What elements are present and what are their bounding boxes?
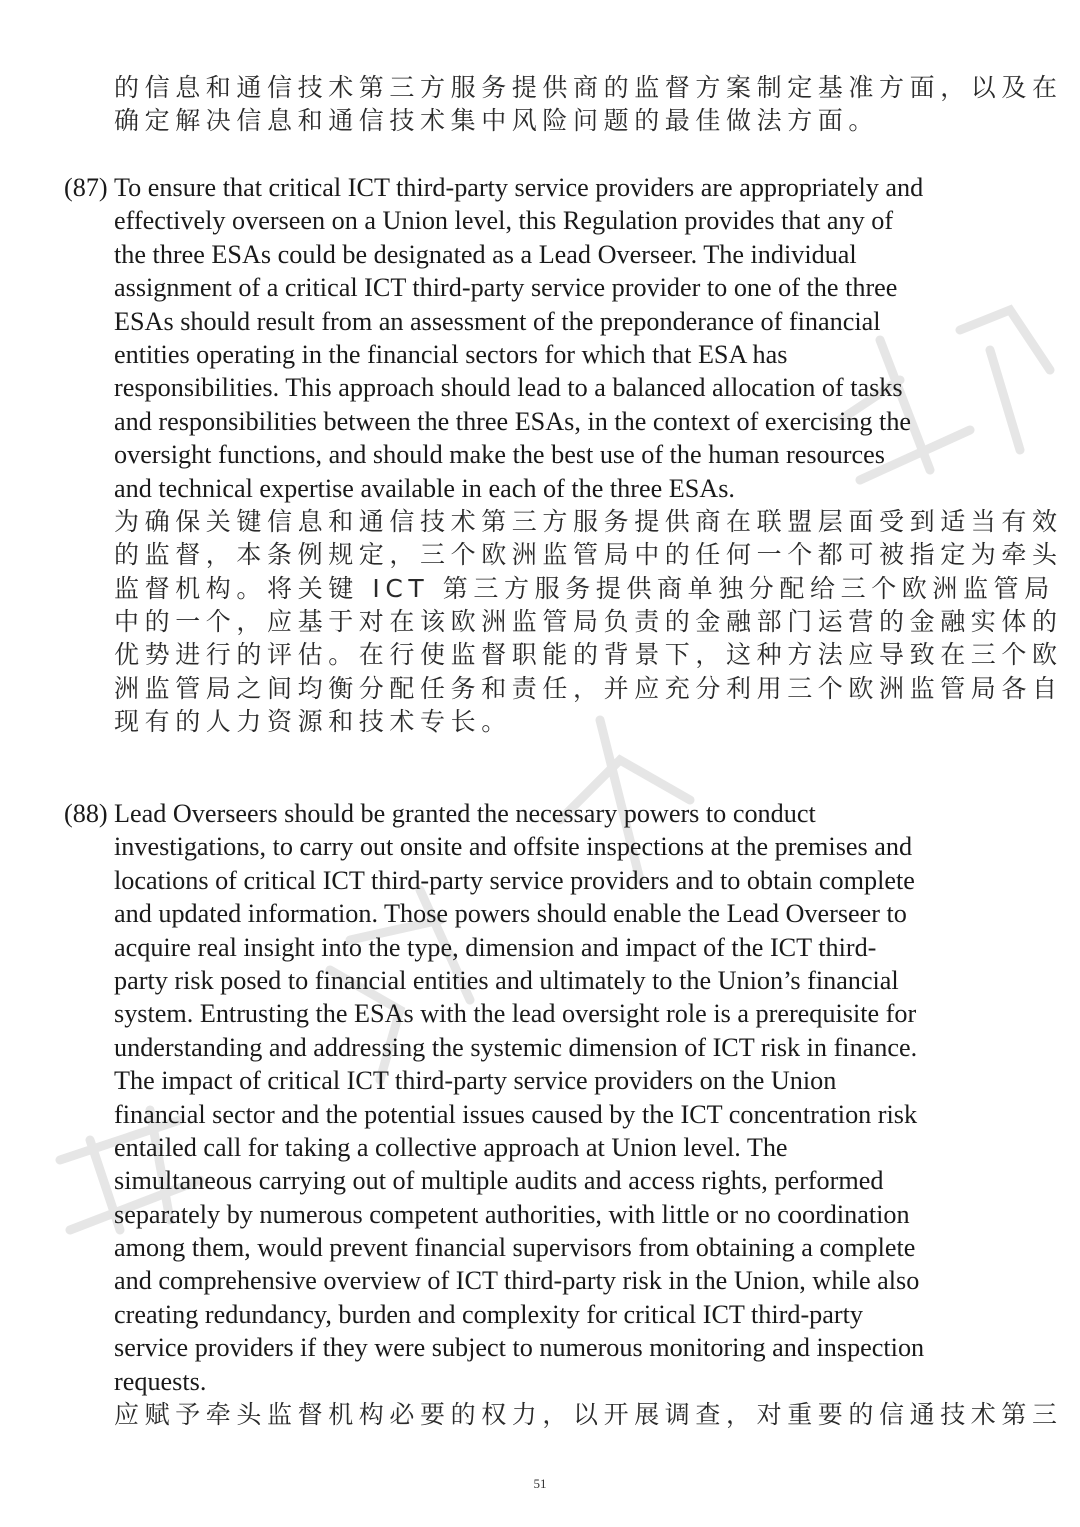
zh-line: 现有的人力资源和技术专长。 xyxy=(114,707,512,737)
en-line: separately by numerous competent authorities, with little or no coordination xyxy=(114,1199,910,1229)
en-line: among them, would prevent financial supervisors from obtaining a complete xyxy=(114,1233,916,1263)
intro-zh-line: 的信息和通信技术第三方服务提供商的监督方案制定基准方面，以及在 xyxy=(114,73,1063,102)
paragraph-number: (88) xyxy=(64,799,108,828)
en-line: entities operating in the financial sectors for which that ESA has xyxy=(114,339,788,369)
zh-line: 洲监管局之间均衡分配任务和责任，并应充分利用三个欧洲监管局各自 xyxy=(114,673,1063,703)
en-line: ESAs should result from an assessment of the preponderance of financial xyxy=(114,306,881,336)
zh-line: 的监督，本条例规定，三个欧洲监管局中的任何一个都可被指定为牵头 xyxy=(114,540,1063,570)
en-line: assignment of a critical ICT third-party service provider to one of the three xyxy=(114,273,898,303)
en-line: entailed call for taking a collective approach at Union level. The xyxy=(114,1132,788,1162)
intro-zh-block xyxy=(0,71,1080,138)
intro-zh-line: 确定解决信息和通信技术集中风险问题的最佳做法方面。 xyxy=(114,106,880,136)
zh-line: 为确保关键信息和通信技术第三方服务提供商在联盟层面受到适当有效 xyxy=(114,506,1063,536)
zh-line: 应赋予牵头监督机构必要的权力，以开展调查，对重要的信通技术第三 xyxy=(114,1400,1063,1430)
en-line: To ensure that critical ICT third-party service providers are appropriately and xyxy=(114,173,924,202)
zh-line: 优势进行的评估。在行使监督职能的背景下，这种方法应导致在三个欧 xyxy=(114,640,1063,670)
zh-line: 监督机构。将关键 ICT 第三方服务提供商单独分配给三个欧洲监管局 xyxy=(114,573,1055,603)
en-line: the three ESAs could be designated as a Lead Overseer. The individual xyxy=(114,239,857,269)
en-line: requests. xyxy=(114,1366,207,1396)
zh-line: 中的一个，应基于对在该欧洲监管局负责的金融部门运营的金融实体的 xyxy=(114,607,1063,637)
en-line: locations of critical ICT third-party service providers and to obtain complete xyxy=(114,865,915,895)
en-line: party risk posed to financial entities and ultimately to the Union’s financial xyxy=(114,965,899,995)
en-line: and technical expertise available in each of the three ESAs. xyxy=(114,473,735,503)
en-line: system. Entrusting the ESAs with the lead oversight role is a prerequisite for xyxy=(114,999,917,1029)
en-line: creating redundancy, burden and complexity for critical ICT third-party xyxy=(114,1299,863,1329)
en-line: investigations, to carry out onsite and offsite inspections at the premises and xyxy=(114,832,913,862)
en-line: and comprehensive overview of ICT third-party risk in the Union, while also xyxy=(114,1266,920,1296)
en-line: simultaneous carrying out of multiple audits and access rights, performed xyxy=(114,1166,884,1196)
page-number: 51 xyxy=(533,1476,547,1491)
en-line: and responsibilities between the three ESAs, in the context of exercising the xyxy=(114,406,912,436)
en-line: service providers if they were subject to numerous monitoring and inspection xyxy=(114,1333,925,1363)
en-line: Lead Overseers should be granted the necessary powers to conduct xyxy=(114,799,816,828)
en-line: The impact of critical ICT third-party service providers on the Union xyxy=(114,1066,837,1096)
en-line: financial sector and the potential issues caused by the ICT concentration risk xyxy=(114,1099,918,1129)
en-line: and updated information. Those powers should enable the Lead Overseer to xyxy=(114,899,907,929)
en-line: effectively overseen on a Union level, this Regulation provides that any of xyxy=(114,206,894,236)
paragraph-88 xyxy=(0,797,1080,1431)
en-line: understanding and addressing the systemic dimension of ICT risk in finance. xyxy=(114,1032,918,1062)
paragraph-number: (87) xyxy=(64,173,108,202)
en-line: oversight functions, and should make the best use of the human resources xyxy=(114,440,885,470)
en-line: acquire real insight into the type, dimension and impact of the ICT third- xyxy=(114,932,877,962)
paragraph-87 xyxy=(0,171,1080,739)
en-line: responsibilities. This approach should lead to a balanced allocation of tasks xyxy=(114,373,903,403)
